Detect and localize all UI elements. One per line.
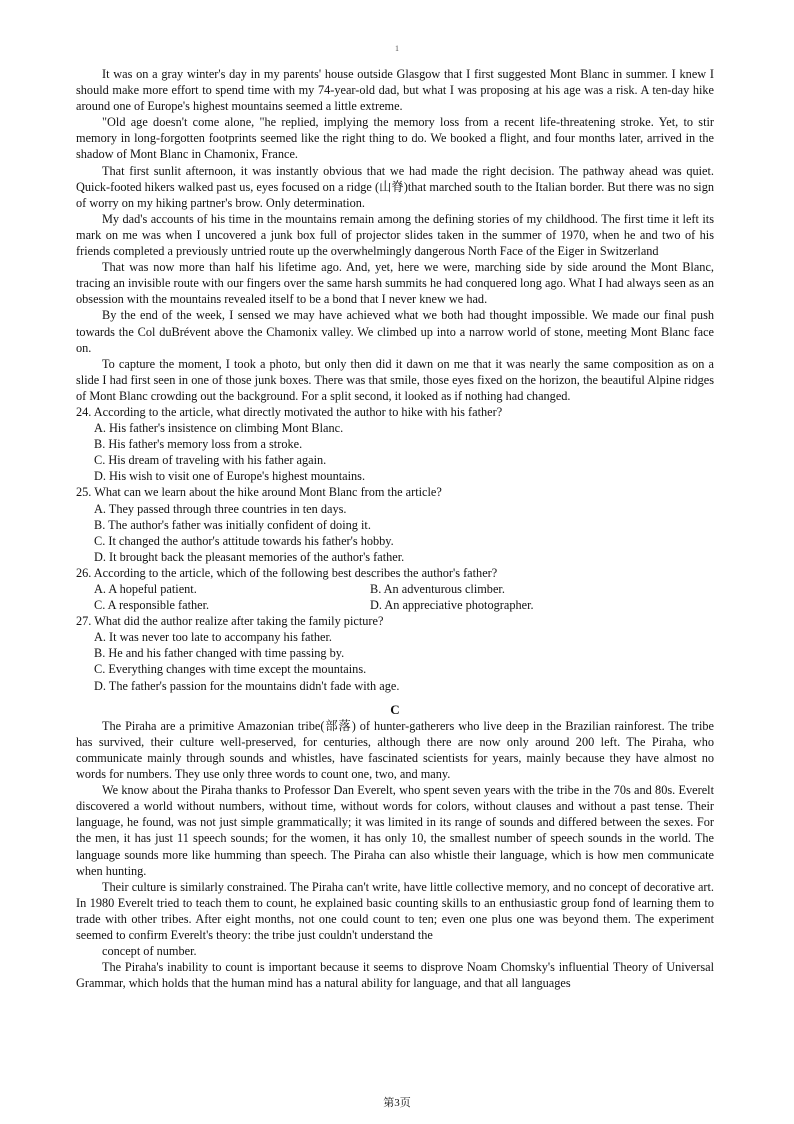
passage-b — [76, 66, 714, 404]
question-25 — [76, 484, 714, 564]
paragraph: The Piraha are a primitive Amazonian tribe(部落) of hunter-gatherers who live deep in the Brazilian rainforest. The tribe has survived, their culture well-preserved, for centuries, although there are now only around 200 left. The Piraha, who communicate mainly through sounds and whistles, have fascinated scientists for years, mainly because they have almost no words for numbers. They use only three words to count one, two, and many. — [76, 718, 714, 782]
option: D. His wish to visit one of Europe's highest mountains. — [94, 469, 366, 484]
question-stem: 26. According to the article, which of the following best describes the author's father? — [76, 565, 498, 580]
option: A. They passed through three countries in ten days. — [94, 501, 347, 516]
option: C. It changed the author's attitude towards his father's hobby. — [94, 533, 394, 548]
question-stem: 25. What can we learn about the hike around Mont Blanc from the article? — [76, 485, 442, 500]
header-mark: 1 — [395, 44, 399, 53]
paragraph: It was on a gray winter's day in my parents' house outside Glasgow that I first suggested Mont Blanc in summer. I knew I should make more effort to spend time with my 74-year-old dad, but what I was proposing at his age was a risk. A ten-day hike around one of Europe's highest mountains seemed a little extreme. — [76, 67, 714, 114]
option: B. An adventurous climber. — [370, 582, 505, 596]
option: D. The father's passion for the mountains didn't fade with age. — [94, 678, 400, 693]
option: C. A responsible father. — [94, 598, 210, 613]
option-row — [76, 581, 714, 597]
question-26 — [76, 565, 714, 613]
option: A. His father's insistence on climbing Mont Blanc. — [94, 421, 344, 436]
paragraph: My dad's accounts of his time in the mountains remain among the defining stories of my childhood. The first time it left its mark on me was when I uncovered a junk box full of projector slides taken in the summer of 1970, when he and two of his friends completed a previously untried route up the overwhelmingly dangerous North Face of the Eiger in Switzerland — [76, 211, 714, 259]
option: B. His father's memory loss from a stroke. — [94, 437, 303, 452]
option: D. It brought back the pleasant memories of the author's father. — [94, 549, 405, 564]
option: A. It was never too late to accompany his father. — [94, 630, 332, 645]
option: C. His dream of traveling with his father again. — [94, 453, 327, 468]
option: C. Everything changes with time except the mountains. — [94, 662, 367, 677]
question-27 — [76, 613, 714, 693]
question-stem: 27. What did the author realize after taking the family picture? — [76, 614, 384, 629]
paragraph: Their culture is similarly constrained. The Piraha can't write, have little collective memory, and no concept of decorative art. In 1980 Everelt tried to teach them to count, he explained basic counting skills to an enthusiastic group fond of learning them to trade with other tribes. After eight months, not one could count to ten; even one plus one was beyond them. The experiment seemed to confirm Everelt's theory: the tribe just couldn't understand the — [76, 879, 714, 942]
paragraph: We know about the Piraha thanks to Professor Dan Everelt, who spent seven years with the tribe in the 70s and 80s. Everelt discovered a world without numbers, without time, without words for colors, without clauses and without a past tense. Their language, he found, was not just simple grammatically; it was limited in its range of sounds and differed between the sexes. For the men, it has just 11 speech sounds; for the women, it has only 10, the smallest number of speech sounds in the world. The language sounds more like humming than speech. The Piraha can also whistle their language, which is how men communicate when hunting. — [76, 783, 714, 878]
paragraph-continuation: concept of number. — [102, 944, 197, 959]
option: A. A hopeful patient. — [94, 582, 197, 596]
option: D. An appreciative photographer. — [370, 598, 534, 613]
question-24 — [76, 404, 714, 484]
document-page — [76, 66, 714, 991]
paragraph: That was now more than half his lifetime ago. And, yet, here we were, marching side by side around the Mont Blanc, tracing an invisible route with our fingers over the same harsh summits he had conquered long ago. What I had always seen as an obsession with the mountains revealed itself to be a bond that I never knew we had. — [76, 260, 714, 307]
paragraph: That first sunlit afternoon, it was instantly obvious that we had made the right decision. The pathway ahead was quiet. Quick-footed hikers walked past us, eyes focused on a ridge (山脊)that marched south to the Italian border. But there was no sign of worry on my hiking partner's brow. Only determination. — [76, 163, 714, 210]
section-heading: C — [390, 701, 400, 717]
question-stem: 24. According to the article, what directly motivated the author to hike with his father? — [76, 404, 503, 419]
option-row — [76, 597, 714, 613]
passage-c — [76, 718, 714, 992]
option: B. He and his father changed with time passing by. — [94, 646, 345, 661]
paragraph: The Piraha's inability to count is important because it seems to disprove Noam Chomsky's influential Theory of Universal Grammar, which holds that the human mind has a natural ability for language, and that all languages — [76, 960, 714, 991]
page-number: 第3页 — [383, 1097, 411, 1109]
option: B. The author's father was initially confident of doing it. — [94, 517, 371, 532]
paragraph: By the end of the week, I sensed we may have achieved what we both had thought impossible. We made our final push towards the Col duBrévent above the Chamonix valley. We climbed up into a narrow world of stone, meeting Mont Blanc face on. — [76, 308, 714, 355]
paragraph: To capture the moment, I took a photo, but only then did it dawn on me that it was nearly the same composition as on a slide I had first seen in one of those junk boxes. There was that smile, those eyes fixed on the horizon, the beautiful Alpine ridges of Mont Blanc crowding out the background. For a split second, it looked as if nothing had changed. — [76, 356, 714, 403]
paragraph: "Old age doesn't come alone, "he replied, implying the memory loss from a recent life-threatening stroke. Yet, to stir memory in long-forgotten footprints seemed like the right thing to do. We booked a flight, and four months later, arrived in the shadow of Mont Blanc in Chamonix, France. — [76, 115, 714, 162]
